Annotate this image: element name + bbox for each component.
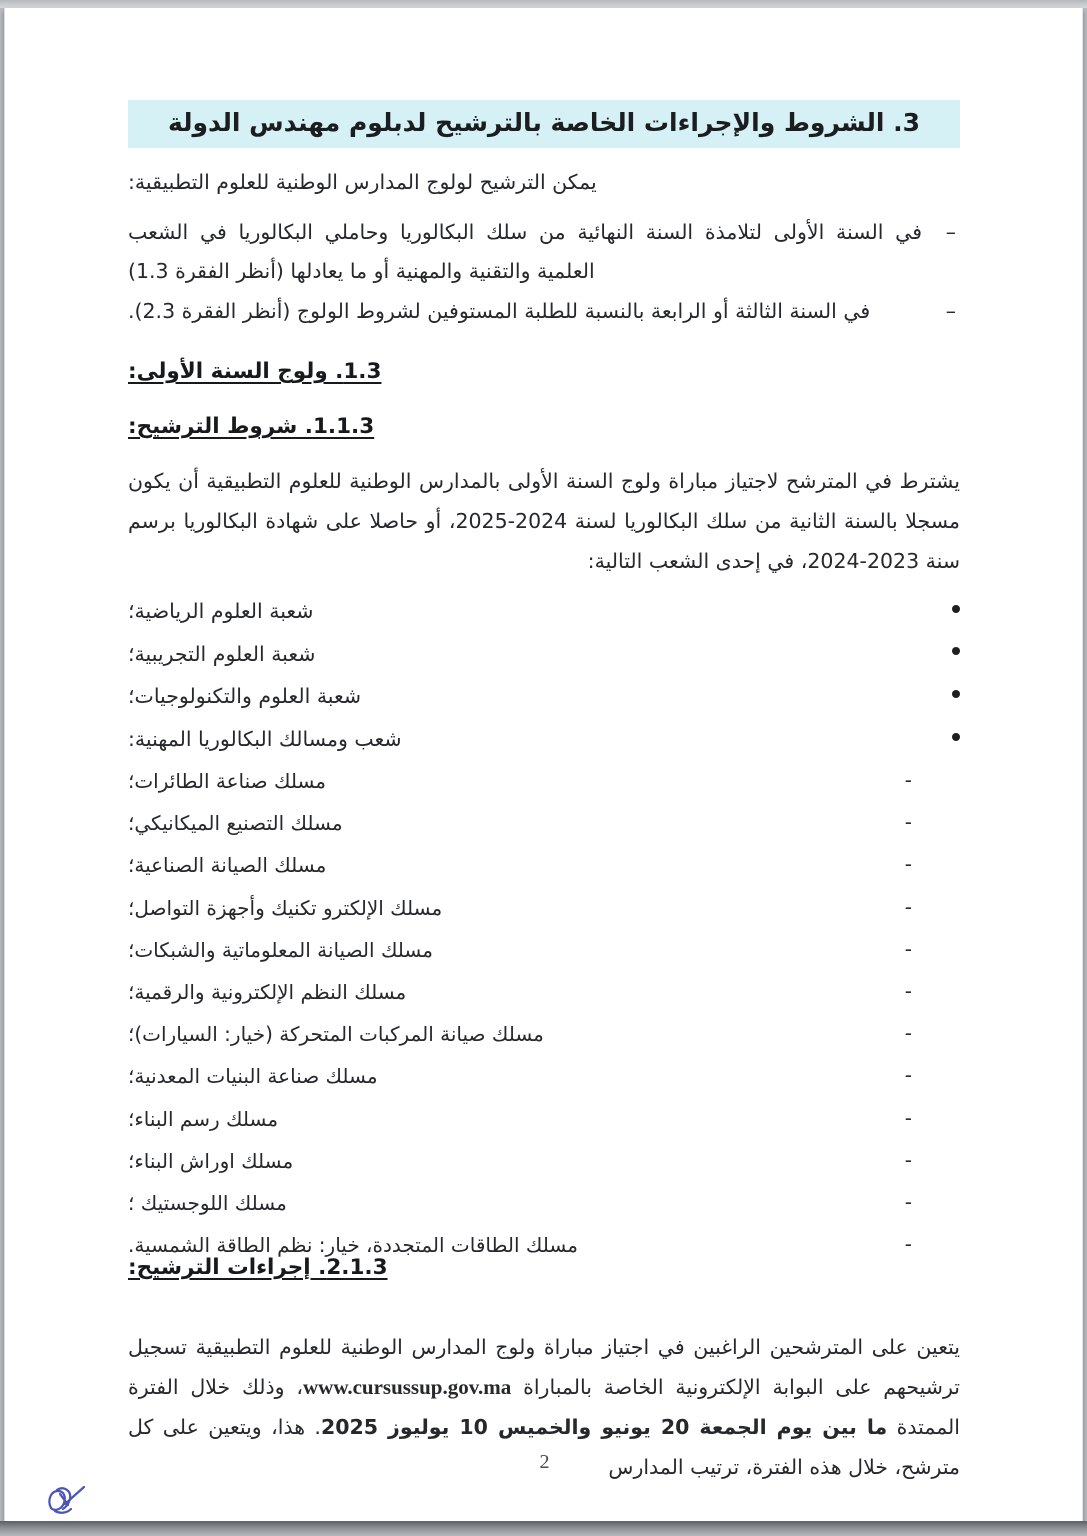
track-aircraft-manufacturing: مسلك صناعة الطائرات؛ xyxy=(128,769,327,793)
dash-marker: - xyxy=(904,1063,912,1088)
track-vehicle-maintenance: مسلك صيانة المركبات المتحركة (خيار: السيارات)؛ xyxy=(128,1022,544,1047)
dash-marker: - xyxy=(904,1147,912,1172)
dash-marker: – xyxy=(945,220,956,244)
list-item xyxy=(128,1140,960,1182)
heading-candidacy-procedures: 2.1.3. إجراءات الترشيح: xyxy=(128,1255,388,1280)
entry-route-third-fourth-year: في السنة الثالثة أو الرابعة بالنسبة للطلبة المستوفين لشروط الولوج (أنظر الفقرة 2.3). xyxy=(128,298,871,323)
dash-marker: - xyxy=(904,978,912,1003)
bullet-dot-icon xyxy=(952,605,960,613)
list-item xyxy=(128,971,960,1013)
heading-access-first-year: 1.3. ولوج السنة الأولى: xyxy=(128,359,382,384)
branch-sciences-technologies: شعبة العلوم والتكنولوجيات؛ xyxy=(128,684,362,709)
list-item xyxy=(128,887,960,929)
track-electrotechnics-communication: مسلك الإلكترو تكنيك وأجهزة التواصل؛ xyxy=(128,895,443,920)
list-item xyxy=(128,760,960,802)
list-item xyxy=(128,1098,960,1140)
procedures-text-part1: يتعين على المترشحين الراغبين في اجتياز مباراة ولوج المدارس الوطنية للعلوم التطبيقية تسجيل ترشيحهم على البوابة الإلكترونية الخاصة بالمباراة xyxy=(128,1334,960,1400)
dash-marker: - xyxy=(904,936,912,961)
list-item xyxy=(128,1013,960,1055)
branch-professional-baccalaureate: شعب ومسالك البكالوريا المهنية: xyxy=(128,726,402,751)
bullet-dot-icon xyxy=(952,690,960,698)
track-it-maintenance-networks: مسلك الصيانة المعلوماتية والشبكات؛ xyxy=(128,937,433,962)
list-item xyxy=(128,1182,960,1224)
procedures-text-part3: . هذا، ويتعين على كل مترشح، خلال هذه الفترة، ترتيب المدارس xyxy=(128,1415,960,1480)
list-item xyxy=(128,292,960,331)
page-number: 2 xyxy=(539,1451,550,1473)
list-item xyxy=(128,1055,960,1097)
track-mechanical-manufacturing: مسلك التصنيع الميكانيكي؛ xyxy=(128,811,343,836)
entry-route-first-year: في السنة الأولى لتلامذة السنة النهائية من سلك البكالوريا وحاملي البكالوريا في الشعب العلمية والتقنية والمهنية أو ما يعادلها (أنظر الفقرة 1.3) xyxy=(128,220,922,284)
list-item xyxy=(128,844,960,886)
dash-marker: – xyxy=(945,298,956,323)
list-item xyxy=(128,675,960,718)
dash-marker: - xyxy=(904,1105,912,1130)
heading-candidacy-conditions: 1.1.3. شروط الترشيح: xyxy=(128,414,375,439)
list-item xyxy=(128,213,960,292)
track-metal-structures: مسلك صناعة البنيات المعدنية؛ xyxy=(128,1064,378,1089)
dash-marker: - xyxy=(904,1189,912,1214)
conditions-paragraph: يشترط في المترشح لاجتياز مباراة ولوج السنة الأولى بالمدارس الوطنية للعلوم التطبيقية أن يكون مسجلا بالسنة الثانية من سلك البكالوريا لسنة 2024-2025، أو حاصلا على شهادة البكالوريا برسم سنة 2023-2024، في إحدى الشعب التالية: xyxy=(128,469,960,573)
procedures-text-part2: ، وذلك خلال الفترة الممتدة xyxy=(128,1375,961,1440)
registration-date-range: ما بين يوم الجمعة 20 يونيو والخميس 10 يوليوز 2025 xyxy=(320,1415,888,1440)
track-renewable-energies: مسلك الطاقات المتجددة، خيار: نظم الطاقة الشمسية. xyxy=(128,1233,578,1258)
branch-experimental-sciences: شعبة العلوم التجريبية؛ xyxy=(128,641,316,666)
track-logistics: مسلك اللوجستيك ؛ xyxy=(128,1190,287,1215)
track-building-worksites: مسلك اوراش البناء؛ xyxy=(128,1148,294,1173)
track-electronic-digital-systems: مسلك النظم الإلكترونية والرقمية؛ xyxy=(128,979,407,1004)
page-title: 3. الشروط والإجراءات الخاصة بالترشيح لدبلوم مهندس الدولة xyxy=(167,108,921,137)
list-item xyxy=(128,718,960,761)
list-item xyxy=(128,802,960,844)
bullet-dot-icon xyxy=(952,733,960,741)
dash-marker: - xyxy=(904,894,912,919)
track-building-drawing: مسلك رسم البناء؛ xyxy=(128,1106,279,1131)
bullet-dot-icon xyxy=(952,647,960,655)
track-industrial-maintenance: مسلك الصيانة الصناعية؛ xyxy=(128,853,327,878)
document-content xyxy=(5,8,1084,1521)
branch-math-sciences: شعبة العلوم الرياضية؛ xyxy=(128,599,314,623)
dash-marker: - xyxy=(904,810,912,835)
list-item xyxy=(128,590,960,633)
dash-marker: - xyxy=(904,768,912,792)
entry-routes-list xyxy=(128,213,960,331)
scan-top-edge xyxy=(0,0,1087,8)
scan-bottom-edge xyxy=(0,1521,1087,1536)
section-title-highlight xyxy=(128,100,960,148)
signature-mark xyxy=(35,1478,99,1526)
list-item xyxy=(128,929,960,971)
list-item xyxy=(128,633,960,676)
dash-marker: - xyxy=(904,1021,912,1046)
dash-marker: - xyxy=(904,852,912,877)
document-paper xyxy=(4,8,1083,1521)
professional-tracks-list xyxy=(128,760,960,1266)
intro-lead-paragraph xyxy=(128,166,960,199)
dash-marker: - xyxy=(904,1232,912,1257)
registration-portal-url: www.cursussup.gov.ma xyxy=(302,1375,512,1400)
branches-bullet-list xyxy=(128,590,960,761)
intro-lead-text: يمكن الترشيح لولوج المدارس الوطنية للعلوم التطبيقية: xyxy=(128,170,597,194)
